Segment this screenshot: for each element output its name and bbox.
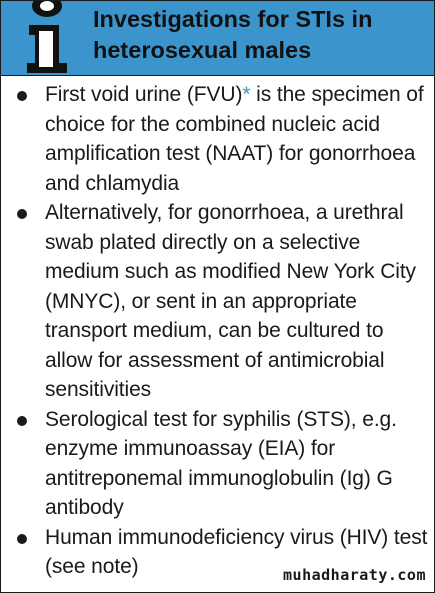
- page-title: [93, 4, 428, 66]
- list-item: [1, 198, 434, 405]
- bullet-icon: [17, 209, 27, 219]
- investigation-list: [1, 80, 434, 582]
- box-header: [1, 1, 434, 76]
- list-item: [1, 80, 434, 198]
- title-line-1: Investigations for STIs in: [93, 6, 373, 32]
- item-2-text: Alternatively, for gonorrhoea, a urethral swab plated directly on a selective medium such as modified New York City (MNYC), or sent in an appropriate transport medium, can be cultured to allow for assessment of antimicrobial sensitivities: [45, 201, 416, 401]
- bullet-icon: [17, 416, 27, 426]
- title-line-2: heterosexual males: [93, 37, 312, 63]
- footnote-marker: *: [242, 83, 251, 106]
- item-4-text: Human immunodeficiency virus (HIV) test (see note): [45, 525, 428, 578]
- bullet-icon: [17, 534, 27, 544]
- list-item: [1, 405, 434, 523]
- info-icon: [13, 1, 81, 75]
- watermark: muhadharaty.com: [283, 566, 426, 584]
- bullet-icon: [17, 91, 27, 101]
- item-3-text: Serological test for syphilis (STS), e.g. enzyme immunoassay (EIA) for antitreponemal immunoglobulin (Ig) G antibody: [45, 407, 397, 519]
- item-1-text-after: is the specimen of choice for the combined nucleic acid amplification test (NAAT) for gonorrhoea and chlamydia: [45, 83, 424, 195]
- item-1-text-before: First void urine (FVU): [45, 83, 243, 106]
